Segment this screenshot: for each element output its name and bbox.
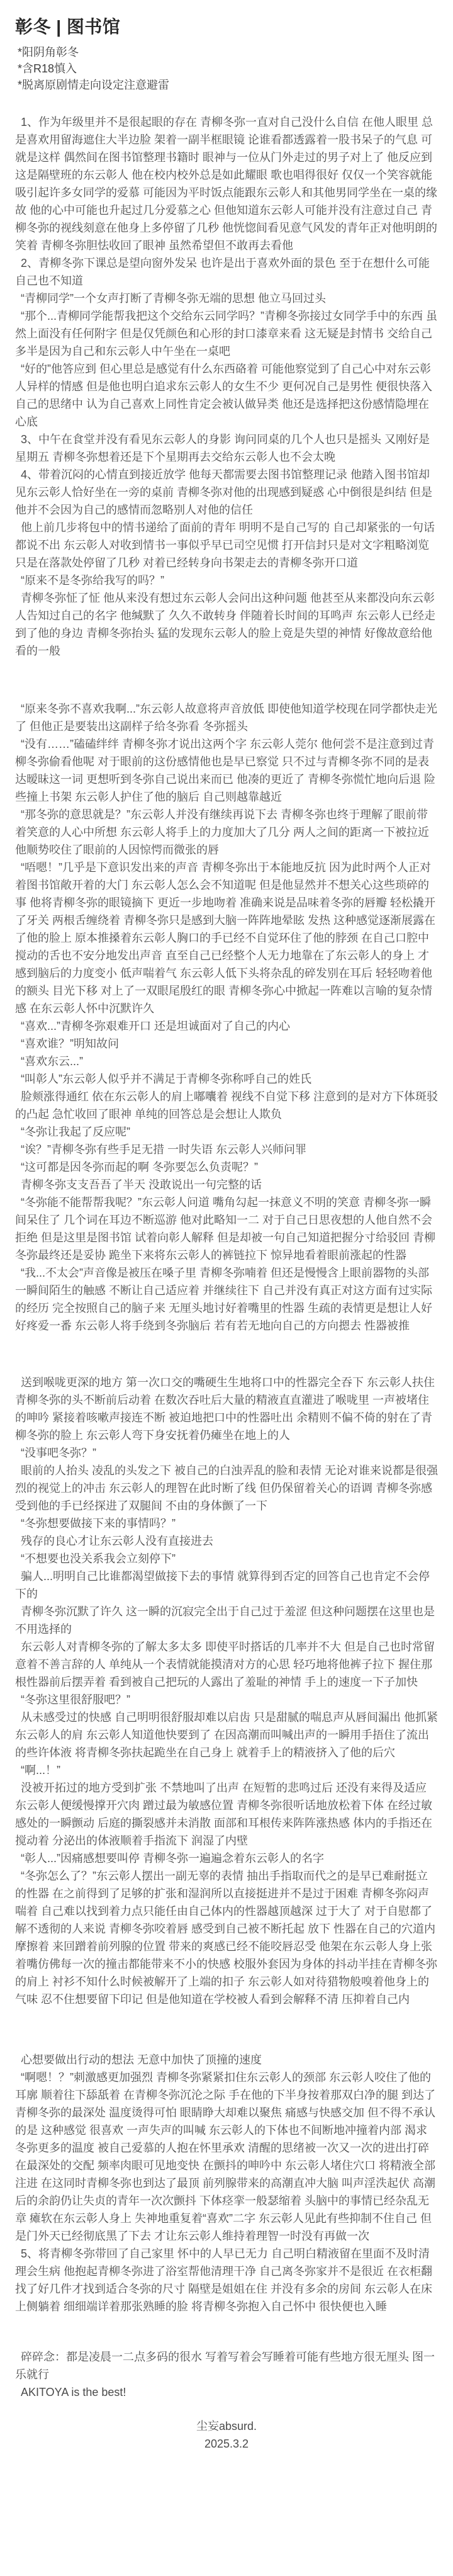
blank-gap — [15, 660, 438, 700]
story-paragraph: 眼前的人抬头 凌乱的头发之下 被自己的白浊弄乱的脸和表情 无论对谁来说都是很强烈的视觉上的冲击 东云彰人的理智在此时断了线 但仍保留着关心的语调 青柳冬弥感受到他的手已经探进了双腿间 不由的身体颤了一下 — [15, 1464, 438, 1512]
blank-gap — [15, 1335, 438, 1374]
story-paragraph: 4、带着沉闷的心情直到接近放学 他每天都需要去图书馆整理记录 他踏入图书馆却见东云彰人恰好坐在一旁的桌前 青柳冬弥对他的出现感到疑惑 心中倒很是纠结 但是他并不会因为自己的感情而忽略别人对他的信任 — [15, 468, 432, 516]
story-paragraph: “冬弥让我起了反应呢” — [21, 1126, 130, 1138]
story-paragraph: “原来不是冬弥给我写的吗？” — [21, 574, 164, 587]
author-signature: 尘妄absurd. — [196, 2420, 257, 2432]
story-paragraph: “诶？”青柳冬弥有些手足无措 一时失语 东云彰人兴师问罪 — [21, 1143, 306, 1156]
story-paragraph: “彰人...”因痛感想要叫停 青柳冬弥一遍遍念着东云彰人的名字 — [21, 1852, 324, 1865]
story-paragraph: “青柳同学”一个女声打断了青柳冬弥无端的思想 他立马回过头 — [21, 292, 326, 305]
story-paragraph: “没有……”磕磕绊绊 青柳冬弥才说出这两个字 东云彰人莞尔 他何尝不是注意到过青柳冬弥偷看他呢 对于眼前的这份感情他也是早已察觉 只不过与青柳冬弥不同的是表达暧昧这一词 更想听到冬弥自己说出来而已 他凑的更近了 青柳冬弥慌忙地向后退 险些撞上书架 东云彰人护住了他的脑后 自己则越靠越近 — [15, 738, 436, 803]
story-paragraph: “叫彰人”东云彰人似乎并不满足于青柳冬弥称呼自己的姓氏 — [21, 1073, 311, 1085]
story-paragraph: “我...不太会”声音像是被压在嗓子里 青柳冬弥喃着 但还是慢慢含上眼前器物的头部 一瞬间陌生的触感 不断让自己适应着 并继续往下 自己并没有真正对这方面有过实际的经历 完全按照自己的脑子来 无厘头地讨好着嘴里的性器 生疏的表情更是想让人好好疼爱一番 东云彰人将手绕到冬弥脑后 若有若无地向自己的方向摁去 性器被推 — [15, 1267, 432, 1332]
story-paragraph: 脸颊涨得通红 依在东云彰人的肩上嘟囔着 视线不自觉下移 注意到的是对方下体斑驳的凸起 急忙收回了眼神 单纯的回答总是会想让人欺负 — [15, 1090, 438, 1121]
tag-line: *阳阴角彰冬 — [18, 46, 79, 59]
story-paragraph: “不想要也没关系我会立刻停下” — [21, 1552, 176, 1565]
tag-line: *含R18慎入 — [18, 62, 77, 75]
story-paragraph: “喜欢谁？”明知故问 — [21, 1037, 119, 1050]
story-body — [15, 113, 438, 2401]
story-paragraph: “冬弥怎么了？”东云彰人摆出一副无辜的表情 抽出手指取而代之的是早已难耐挺立的性器 在之前得到了足够的扩张和湿润所以直接挺进并不是过于困难 青柳冬弥闷声喘着 自己难以找到着力点只能任由自己体内的性器越顶越深 过于大了 对于自慰都了解不透彻的人来说 青柳冬弥咬着唇 感受到自己被不断托起 放下 性器在自己的穴道内摩擦着 来回蹭着前列腺的位置 带来的爽感已经不能咬唇忍受 他架在东云彰人身上张着嘴仿佛每一次的撞击都能带来不小的快感 校服外套因为身体的抖动半挂在青柳冬弥的肩上 衬衫不知什么时候被解开了上端的扣子 东云彰人如对待猎物般嗅着他身上的气味 忍不住想要留下印记 但是他知道在学校被人看到会解释不清 压抑着自己内 — [15, 1870, 437, 2006]
post-footer — [15, 2417, 438, 2453]
story-paragraph: “原来冬弥不喜欢我啊...”东云彰人故意将声音放低 即使他知道学校现在同学都快走光了 但他正是要装出这副样子给冬弥看 冬弥摇头 — [15, 703, 437, 733]
story-paragraph: “这可都是因冬弥而起的啊 冬弥要怎么负责呢？” — [21, 1161, 258, 1173]
story-paragraph: “啊...！” — [21, 1764, 60, 1777]
blank-gap — [15, 2008, 438, 2051]
post-title: 彰冬 | 图书馆 — [15, 17, 121, 37]
story-paragraph: “啊嗯！？”刺激感更加强烈 青柳冬弥紧紧扣住东云彰人的颈部 东云彰人咬住了他的耳廓 顺着往下舔舐着 在青柳冬弥沉沦之际 手在他的下半身按着那双白净的腿 到达了青柳冬弥的最深处 温度烫得可怕 眼睛睁大却难以聚焦 痛感与快感交加 但不得不承认的是 这种感觉 很喜欢 一声失声的叫喊 东云彰人的下体也不间断地冲撞着内部 渴求冬弥更多的温度 被自己爱慕的人抱在怀里承欢 清醒的思绪被一次又一次的进出打碎 在最深处的交配 频率肉眼可见地变快 在颤抖的呻吟中 东云彰人堵住穴口 将精液全部注进 在这同时青柳冬弥也到达了最顶 前列腺带来的高潮直冲大脑 叫声淫泆起伏 高潮后的余韵仍让失贞的青年一次次颤抖 下体痉挛一般瑟缩着 头脑中的事情已经杂乱无章 瘫软在东云彰人身上 失神地重复着“喜欢”二字 东云彰人见此有些抑制不住自己 但是门外天已经彻底黑了下去 才让东云彰人维持着理智一时没有再做一次 — [15, 2071, 436, 2242]
post-date: 2025.3.2 — [204, 2438, 249, 2450]
story-paragraph: “那个...青柳同学能帮我把这个交给东云同学吗？”青柳冬弥接过女同学手中的东西 虽然上面没有任何附字 但是仅凭颜色和心形的封口漆章来看 这无疑是封情书 交给自己多半是因为自己和东云彰人中午坐在一桌吧 — [15, 310, 437, 358]
story-paragraph: “冬弥这里很舒服吧？” — [21, 1693, 130, 1706]
story-paragraph: 3、中午在食堂并没有看见东云彰人的身影 询问同桌的几个人也只是摇头 又刚好是星期五 青柳冬弥想着还是下个星期再去交给东云彰人也不会太晚 — [15, 433, 430, 463]
story-paragraph: 碎碎念：都是凌晨一二点多码的很水 写着写着会写睡着可能有些地方很无厘头 图一乐就行 — [15, 2351, 435, 2381]
tag-line: *脱离原剧情走向设定注意避雷 — [18, 79, 170, 91]
story-paragraph: “喜欢...”青柳冬弥艰难开口 还是坦诚面对了自己的内心 — [21, 1020, 290, 1032]
story-paragraph: 青柳冬弥怔了怔 他从来没有想过东云彰人会问出这种问题 他甚至从来都没向东云彰人告知过自己的名字 他缄默了 久久不敢转身 伴随着长时间的耳鸣声 东云彰人已经走到了他的身边 青柳冬弥抬头 猛的发现东云彰人的脸上竟是失望的神情 好像故意给他看的一般 — [15, 592, 436, 657]
story-paragraph: 没被开拓过的地方受到扩张 不禁地叫了出声 在短暂的悲鸣过后 还没有来得及适应 东云彰人便缓慢撑开穴肉 蹭过最为敏感位置 青柳冬弥很听话地放松着下体 在经过敏感处的一瞬颤动 后庭的撕裂感并未消散 面部和耳根传来阵阵涨热感 体内的手指还在搅动着 分泌出的体液顺着手指流下 润湿了内壁 — [15, 1782, 432, 1847]
story-paragraph: 心想要做出行动的想法 无意中加快了顶撞的速度 — [21, 2053, 262, 2066]
story-paragraph: AKITOYA is the best! — [21, 2386, 126, 2398]
story-paragraph: 1、作为年级里并不是很起眼的存在 青柳冬弥一直对自己没什么自信 在他人眼里 总是喜欢用留海遮住大半边脸 架着一副半框眼镜 论谁看都透露着一股书呆子的气息 可就是这样 偶然间在图书馆整理书籍时 眼神与一位从门外走过的男子对上了 他反应到这是隔壁班的东云彰人 他在校内校外总是如此耀眼 歌也唱得很好 仅仅一个笑容就能吸引起许多女同学的爱慕 可能因为平时饭点能跟东云彰人和其他男同学坐在一桌的缘故 他的心中可能也升起过几分爱慕之心 但他知道东云彰人可能并没有注意过自己 青柳冬弥的视线刻意在他身上多停留了几秒 他恍惚间看见意气风发的青年正对他明朗的笑着 青柳冬弥胆怯收回了眼神 虽然希望但不敢再去看他 — [15, 116, 437, 252]
story-paragraph: “好的”他答应到 但心里总是感觉有什么东西硌着 可能他察觉到了自己心中对东云彰人异样的情感 但是他也明白追求东云彰人的女生不少 更何况自己是男性 便很快落入自己的思绪中 认为自己喜欢上同性肯定会被认做异类 他还是选择把这份感情隐埋在心底 — [15, 363, 432, 428]
story-paragraph: 送到喉咙更深的地方 第一次口交的嘴硬生生地将口中的性器完全吞下 东云彰人扶住青柳冬弥的头不断前后动着 在数次吞吐后大量的精液直直灌进了喉咙里 一声被堵住的呻吟 紧接着咳嗽声接连不断 被迫地把口中的性器吐出 余精则不偏不倚的射在了青柳冬弥的脸上 东云彰人弯下身安抚着仍瘫坐在地上的人 — [15, 1376, 435, 1442]
story-paragraph: “喜欢东云...” — [21, 1055, 83, 1068]
story-paragraph: “唔嗯！”几乎是下意识发出来的声音 青柳冬弥出于本能地反抗 因为此时两个人正对着图书馆敞开着的大门 东云彰人怎么会不知道呢 但是他显然并不想关心这些琐碎的事 他将青柳冬弥的眼镜摘下 更近一步地吻着 准确来说是品味着冬弥的唇瓣 轻松撬开了牙关 两根舌缠绕着 青柳冬弥只是感到大脑一阵阵地晕眩 发热 这种感觉逐渐展露在了他的脸上 原本推搡着东云彰人胸口的手已经不自觉环住了他的脖颈 在自己口腔中搅动的舌也不安分地发出声音 直至自己已经整个人无力地靠在了东云彰人的身上 才感到脑后的力度变小 低声喘着气 东云彰人低下头将杂乱的碎发别在耳后 轻轻吻着他的额头 目光下移 对上了一双眼尾殷红的眼 青柳冬弥心中掀起一阵难以言喻的复杂情感 在东云彰人怀中沉默许久 — [15, 861, 436, 1015]
blank-gap — [15, 2315, 438, 2348]
story-paragraph: “冬弥想要做接下来的事情吗？” — [21, 1517, 176, 1530]
story-paragraph: 青柳冬弥沉默了许久 这一瞬的沉寂完全出于自己过于羞涩 但这种问题摆在这里也是不用选择的 — [15, 1605, 435, 1635]
story-paragraph: “那冬弥的意思就是？”东云彰人并没有继续再说下去 青柳冬弥也终于理解了眼前带着笑意的人心中所想 东云彰人将手上的力度加大了几分 两人之间的距离一下被拉近 他顺势咬住了眼前的人因惊愕而微张的唇 — [15, 808, 429, 856]
story-paragraph: “冬弥能不能帮帮我呢？”东云彰人问道 嘴角勾起一抹意义不明的笑意 青柳冬弥一瞬间呆住了 几个词在耳边不断巡游 他对此略知一二 对于自己日思夜想的人他自然不会拒绝 但是这里是图书馆 试着向彰人解释 但是却被一句自己知道把握分寸给驳回 青柳冬弥最终还是妥协 跪坐下来将东云彰人的裤链拉下 惊异地看着眼前涨起的性器 — [15, 1196, 435, 1262]
story-paragraph: 他上前几步将包中的情书递给了面前的青年 明明不是自己写的 自己却紧张的一句话都说不出 东云彰人对收到情书一事似乎早已司空见惯 打开信封只是对文字粗略浏览 只是在落款处停留了几秒 对着已经转身向书架走去的青柳冬弥开口道 — [15, 521, 435, 569]
story-paragraph: 残存的良心才让东云彰人没有直接进去 — [21, 1535, 213, 1547]
story-paragraph: 2、青柳冬弥下课总是望向窗外发呆 也许是出于喜欢外面的景色 至于在想什么可能自己也不知道 — [15, 257, 430, 287]
story-paragraph: 东云彰人对青柳冬弥的了解太多太多 即使平时搭话的几率并不大 但是自己也时常留意着不善言辞的人 单纯从一个表情就能摸清对方的心思 轻巧地将他裤子拉下 握住那根性器前后摆弄着 看到被自己把玩的人露出了羞耻的神情 手上的速度一下子加快 — [15, 1641, 435, 1688]
story-paragraph: 青柳冬弥支支吾吾了半天 没敢说出一句完整的话 — [21, 1178, 262, 1191]
story-paragraph: 5、将青柳冬弥带回了自己家里 怀中的人早已无力 自己明白精液留在里面不及时清理会生病 他抱起青柳冬弥进了浴室帮他清理干净 自己离冬弥家并不是很近 在衣柜翻找了好几件才找到适合冬弥的尺寸 隔壁是姐姐在住 并没有多余的房间 东云彰人在床上侧躺着 细细端详着那张熟睡的脸 将青柳冬弥抱入自己怀中 很快便也入睡 — [15, 2247, 432, 2313]
tag-list — [18, 44, 438, 93]
story-paragraph: 从未感受过的快感 自己明明很舒服却难以启齿 只是甜腻的喘息声从唇间漏出 他抓紧东云彰人的肩 东云彰人知道他快要到了 在因高潮而叫喊出声的一瞬用手捂住了流出的些许体液 将青柳冬弥扶起跪坐在自己身上 就着手上的精液挤入了他的后穴 — [15, 1711, 438, 1759]
story-paragraph: “没事吧冬弥？” — [21, 1447, 96, 1459]
story-paragraph: 骗人...明明自己比谁都渴望做接下去的事情 就算得到否定的回答自己也肯定不会停下的 — [15, 1570, 430, 1600]
